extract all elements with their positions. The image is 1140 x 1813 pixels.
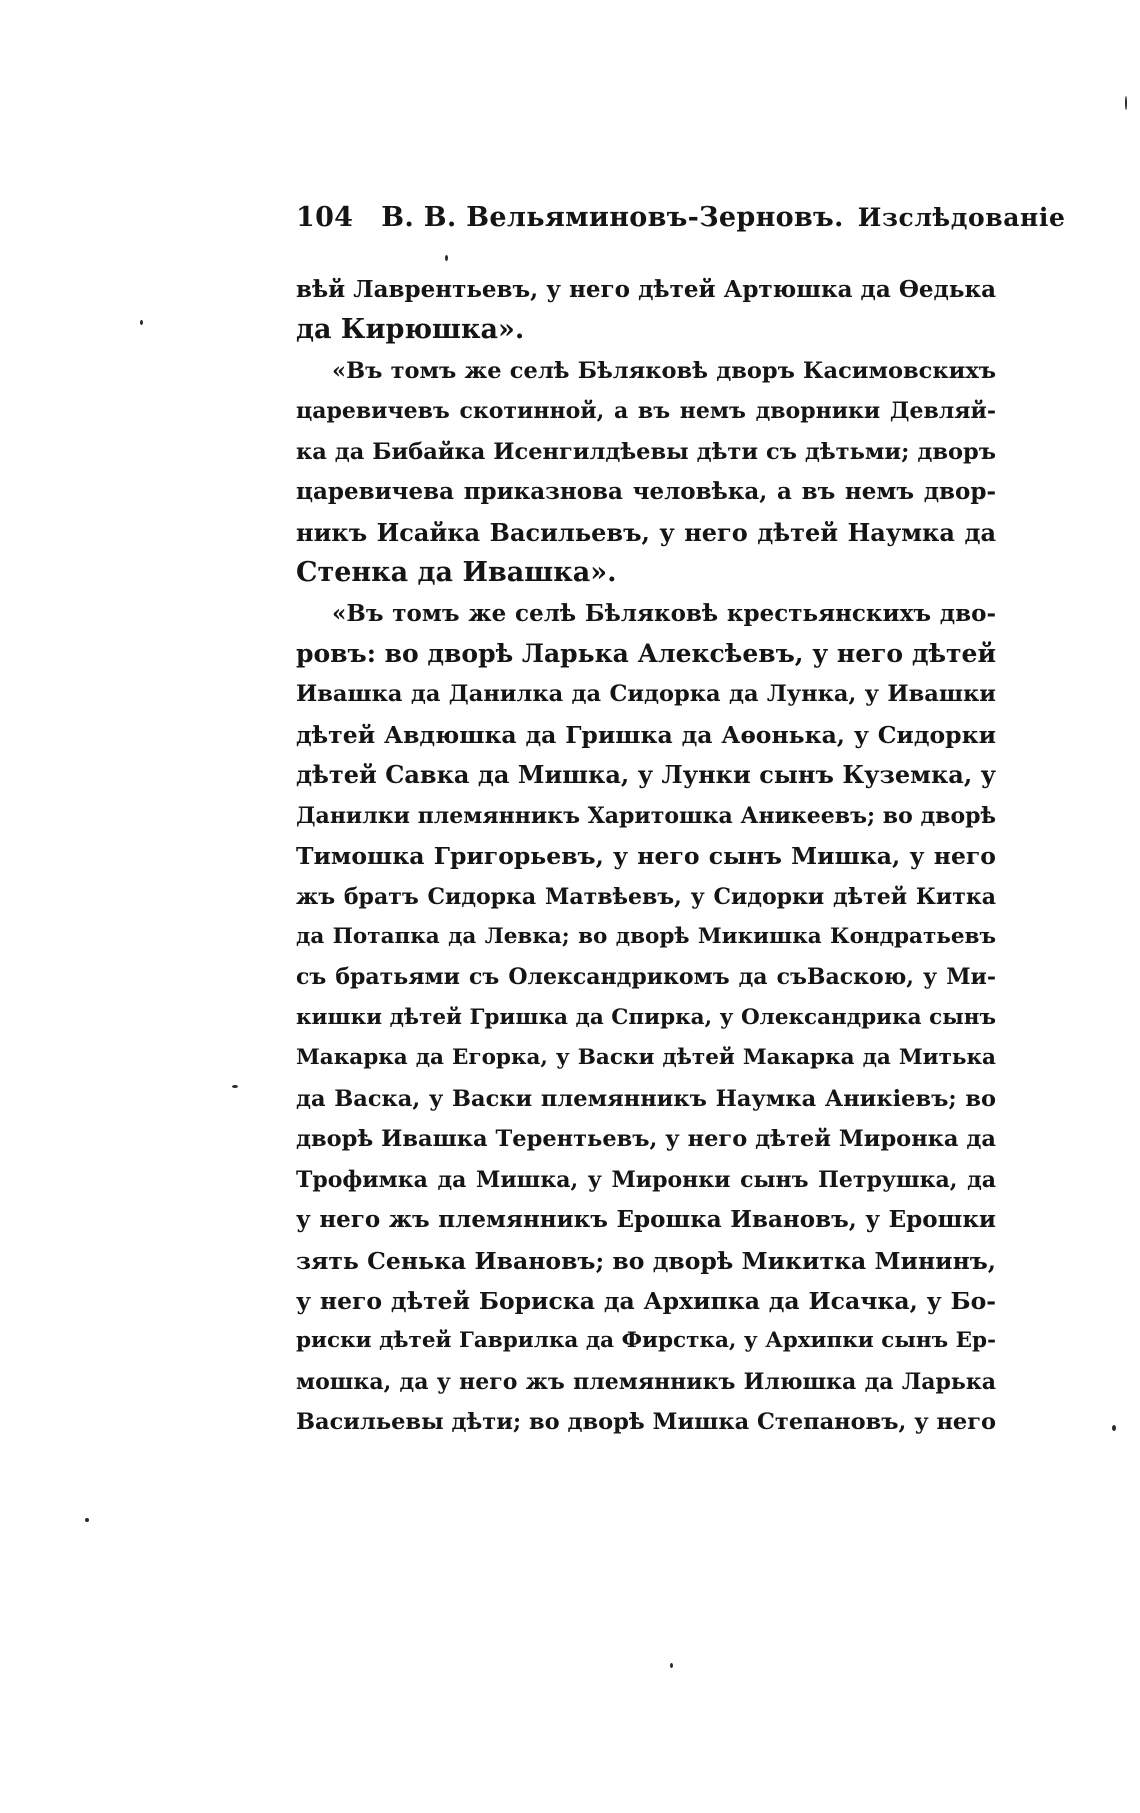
text-line: дворѣ Ивашка Терентьевъ, у него дѣтей Миронка да [296, 1126, 996, 1153]
text-line: Ивашка да Данилка да Сидорка да Лунка, у Ивашки [296, 681, 996, 708]
text-line: царевичева приказнова человѣка, а въ немъ двор- [296, 478, 996, 506]
text-line: Трофимка да Мишка, у Миронки сынъ Петрушка, да [296, 1166, 996, 1193]
text-line: кишки дѣтей Гришка да Спирка, у Олександрика сынъ [296, 1004, 996, 1030]
text-line: у него жъ племянникъ Ерошка Ивановъ, у Ерошки [296, 1206, 996, 1234]
text-line: да Потапка да Левка; во дворѣ Микишка Кондратьевъ [296, 924, 996, 949]
page-number: 104 [296, 202, 354, 233]
text-line: мошка, да у него жъ племянникъ Илюшка да Ларька [296, 1368, 996, 1395]
running-header [296, 202, 1066, 242]
scan-speck [140, 320, 143, 325]
text-line: Тимошка Григорьевъ, у него сынъ Мишка, у него [296, 842, 996, 871]
scan-speck [670, 1663, 673, 1668]
scan-speck [445, 255, 448, 261]
body-text [296, 270, 996, 1443]
text-line: царевичевъ скотинной, а въ немъ дворники Девляй- [296, 398, 996, 425]
text-line: Стенка да Ивашка». [296, 557, 617, 589]
text-line: Данилки племянникъ Харитошка Аникеевъ; во дворѣ [296, 802, 996, 829]
text-line: да Кирюшка». [296, 314, 525, 346]
text-line: «Въ томъ же селѣ Бѣляковѣ дворъ Касимовскихъ [332, 357, 996, 384]
text-line: ка да Бибайка Исенгилдѣевы дѣти съ дѣтьми; дворъ [296, 438, 996, 465]
text-line: «Въ томъ же селѣ Бѣляковѣ крестьянскихъ дво- [332, 599, 996, 627]
text-line: да Васка, у Васки племянникъ Наумка Аникіевъ; во [296, 1085, 996, 1112]
text-line: Васильевы дѣти; во дворѣ Мишка Степановъ, у него [296, 1409, 997, 1436]
text-line: риски дѣтей Гаврилка да Фирстка, у Архипки сынъ Ер- [296, 1328, 996, 1354]
text-line: дѣтей Савка да Мишка, у Лунки сынъ Куземка, у [296, 760, 996, 790]
text-line: у него дѣтей Бориска да Архипка да Исачка, у Бо- [296, 1286, 996, 1315]
text-line: дѣтей Авдюшка да Гришка да Аѳонька, у Сидорки [296, 720, 996, 749]
scan-speck [232, 1085, 238, 1088]
text-line: никъ Исайка Васильевъ, у него дѣтей Наумка да [296, 517, 996, 547]
scan-speck [85, 1518, 89, 1522]
header-title: Изслѣдованіе [857, 203, 1066, 232]
text-line: съ братьями съ Олександрикомъ да съВаскою, у Ми- [296, 964, 996, 991]
text-line: зять Сенька Ивановъ; во дворѣ Микитка Мининъ, [296, 1246, 996, 1275]
text-line: Макарка да Егорка, у Васки дѣтей Макарка да Митька [296, 1045, 996, 1071]
text-line: вѣй Лаврентьевъ, у него дѣтей Артюшка да Ѳедька [296, 276, 996, 303]
scan-speck [1125, 96, 1127, 110]
scan-speck [1112, 1425, 1116, 1431]
text-line: ровъ: во дворѣ Ларька Алексѣевъ, у него дѣтей [296, 638, 996, 668]
header-author: В. В. Вельяминовъ-Зерновъ. [381, 202, 844, 233]
text-line: жъ братъ Сидорка Матвѣевъ, у Сидорки дѣтей Китка [296, 883, 996, 910]
